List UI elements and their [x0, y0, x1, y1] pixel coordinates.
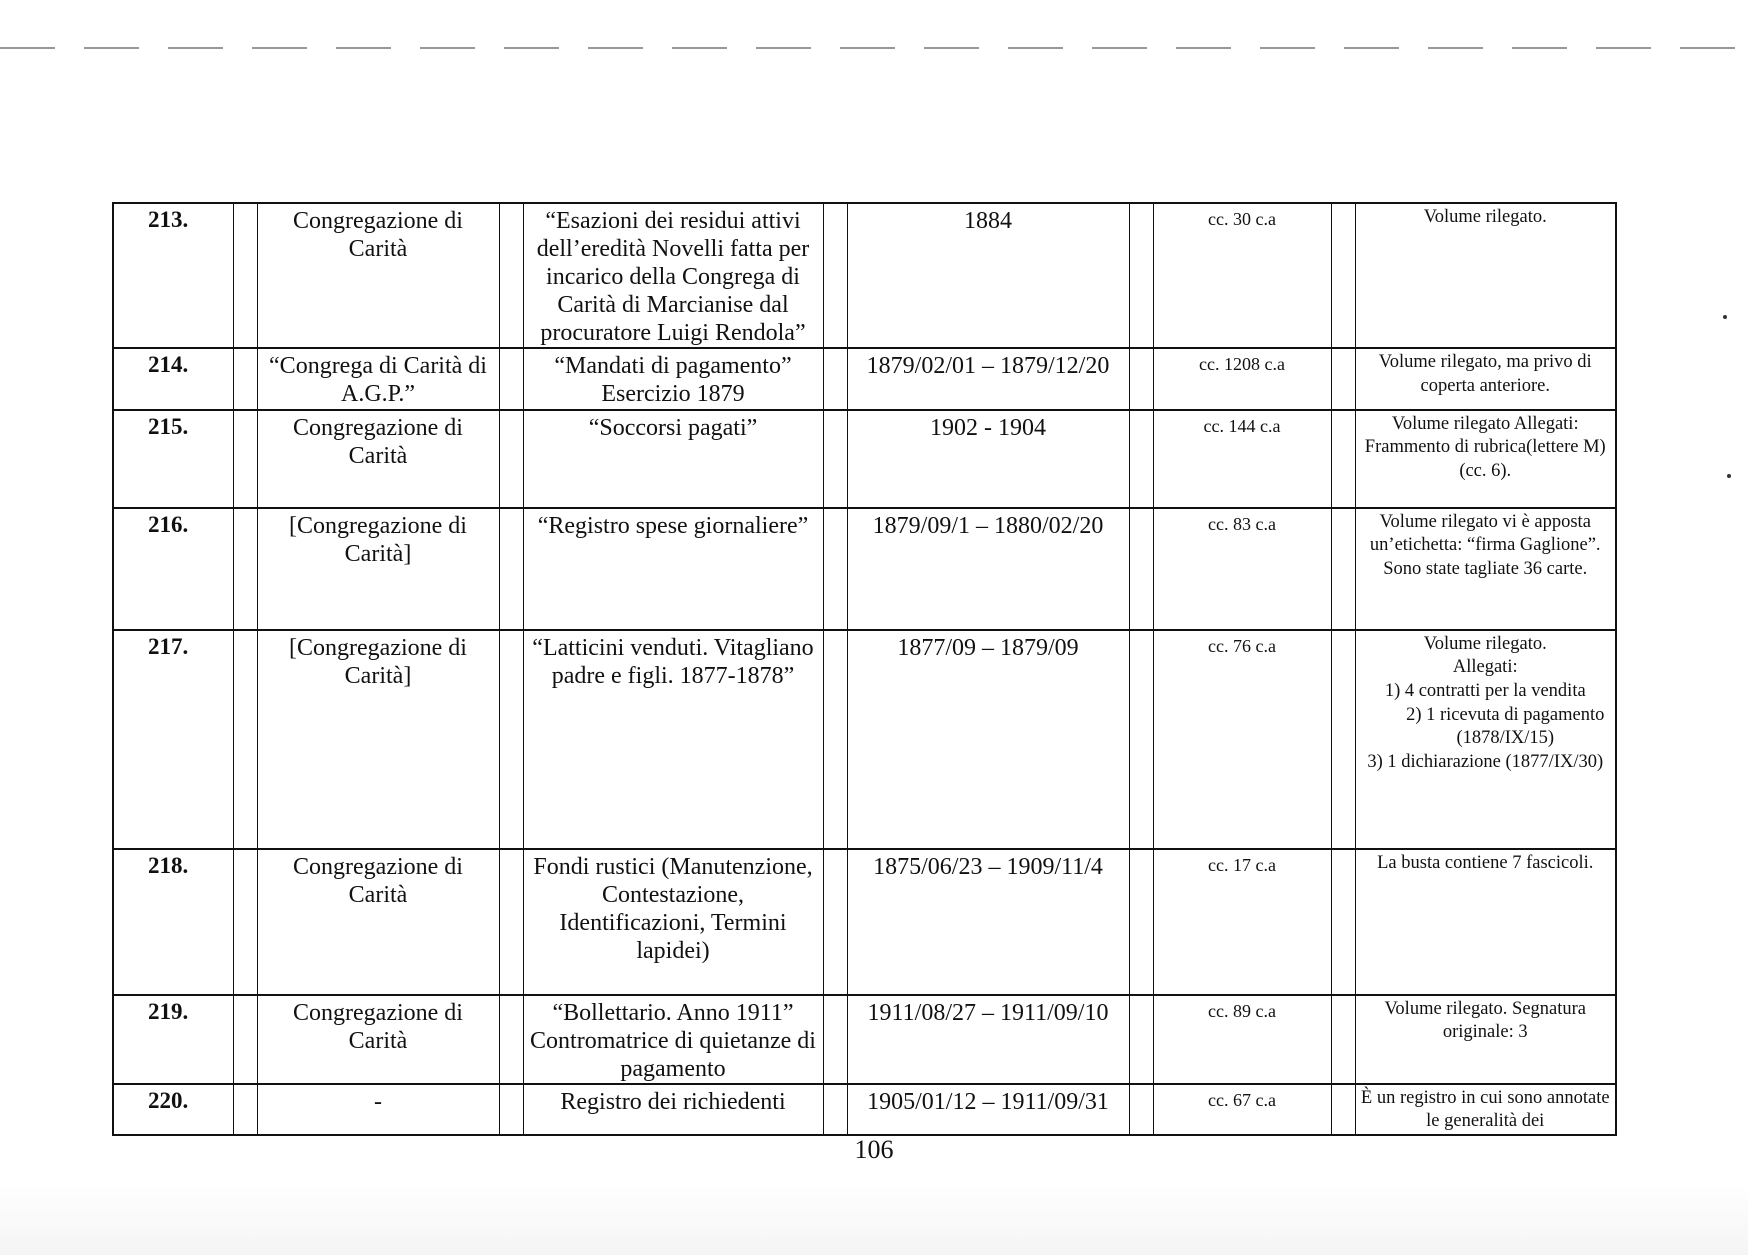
title-cell: “Mandati di pagamento” Esercizio 1879 — [523, 348, 823, 409]
pages-cell: cc. 83 c.a — [1153, 508, 1331, 630]
title-cell: “Registro spese giornaliere” — [523, 508, 823, 630]
title-cell: “Latticini venduti. Vitagliano padre e figli. 1877-1878” — [523, 630, 823, 849]
pages-cell: cc. 30 c.a — [1153, 203, 1331, 348]
table-row — [113, 348, 1616, 409]
title-cell: “Bollettario. Anno 1911” Contromatrice di quietanze di pagamento — [523, 995, 823, 1084]
table-row — [113, 849, 1616, 995]
page-number: 106 — [854, 1135, 894, 1164]
entity-cell: Congregazione di Carità — [257, 410, 499, 508]
scan-edge-dashes — [0, 47, 1748, 49]
table-row — [113, 203, 1616, 348]
title-cell: Fondi rustici (Manutenzione, Contestazione, Identificazioni, Termini lapidei) — [523, 849, 823, 995]
scan-speck — [1723, 315, 1727, 319]
dates-cell: 1877/09 – 1879/09 — [847, 630, 1129, 849]
table-row — [113, 508, 1616, 630]
entity-cell: [Congregazione di Carità] — [257, 508, 499, 630]
item-number: 217. — [113, 630, 233, 849]
annex-item: 1) 4 contratti per la vendita — [1384, 680, 1586, 701]
entity-cell: Congregazione di Carità — [257, 849, 499, 995]
pages-cell: cc. 144 c.a — [1153, 410, 1331, 508]
title-cell: “Soccorsi pagati” — [523, 410, 823, 508]
notes-text: Volume rilegato. — [1423, 633, 1547, 654]
pages-cell: cc. 17 c.a — [1153, 849, 1331, 995]
dates-cell: 1875/06/23 – 1909/11/4 — [847, 849, 1129, 995]
archive-inventory-table — [112, 202, 1617, 1136]
entity-cell: Congregazione di Carità — [257, 995, 499, 1084]
item-number: 215. — [113, 410, 233, 508]
dates-cell: 1911/08/27 – 1911/09/10 — [847, 995, 1129, 1084]
notes-cell: La busta contiene 7 fascicoli. — [1355, 849, 1616, 995]
item-number: 213. — [113, 203, 233, 348]
item-number: 216. — [113, 508, 233, 630]
scan-shadow — [0, 1185, 1748, 1255]
notes-cell: Volume rilegato. Segnatura originale: 3 — [1355, 995, 1616, 1084]
entity-cell: Congregazione di Carità — [257, 203, 499, 348]
dates-cell: 1879/02/01 – 1879/12/20 — [847, 348, 1129, 409]
item-number: 214. — [113, 348, 233, 409]
pages-cell: cc. 89 c.a — [1153, 995, 1331, 1084]
scan-speck — [1727, 474, 1731, 478]
dates-cell: 1884 — [847, 203, 1129, 348]
title-cell: Registro dei richiedenti — [523, 1084, 823, 1135]
table-row — [113, 630, 1616, 849]
pages-cell: cc. 76 c.a — [1153, 630, 1331, 849]
annex-label: Allegati: — [1452, 657, 1518, 678]
entity-cell: “Congrega di Carità di A.G.P.” — [257, 348, 499, 409]
notes-cell: Volume rilegato Allegati: Frammento di rubrica(lettere M) (cc. 6). — [1355, 410, 1616, 508]
entity-cell: [Congregazione di Carità] — [257, 630, 499, 849]
entity-cell: - — [257, 1084, 499, 1135]
table-row — [113, 995, 1616, 1084]
dates-cell: 1905/01/12 – 1911/09/31 — [847, 1084, 1129, 1135]
notes-cell: È un registro in cui sono annotate le generalità dei — [1355, 1084, 1616, 1135]
pages-cell: cc. 1208 c.a — [1153, 348, 1331, 409]
item-number: 219. — [113, 995, 233, 1084]
annex-item: 2) 1 ricevuta di pagamento (1878/IX/15) — [1406, 704, 1605, 749]
table-row — [113, 410, 1616, 508]
pages-cell: cc. 67 c.a — [1153, 1084, 1331, 1135]
table-row — [113, 1084, 1616, 1135]
dates-cell: 1879/09/1 – 1880/02/20 — [847, 508, 1129, 630]
notes-cell: Volume rilegato. — [1355, 203, 1616, 348]
title-cell: “Esazioni dei residui attivi dell’eredità Novelli fatta per incarico della Congrega di Carità di Marcianise dal procuratore Luigi Rendola” — [523, 203, 823, 348]
notes-cell — [1355, 630, 1616, 849]
annex-item: 3) 1 dichiarazione (1877/IX/30) — [1367, 751, 1604, 772]
dates-cell: 1902 - 1904 — [847, 410, 1129, 508]
notes-cell: Volume rilegato vi è apposta un’etichetta: “firma Gaglione”. Sono state tagliate 36 carte. — [1355, 508, 1616, 630]
item-number: 218. — [113, 849, 233, 995]
notes-cell: Volume rilegato, ma privo di coperta anteriore. — [1355, 348, 1616, 409]
item-number: 220. — [113, 1084, 233, 1135]
